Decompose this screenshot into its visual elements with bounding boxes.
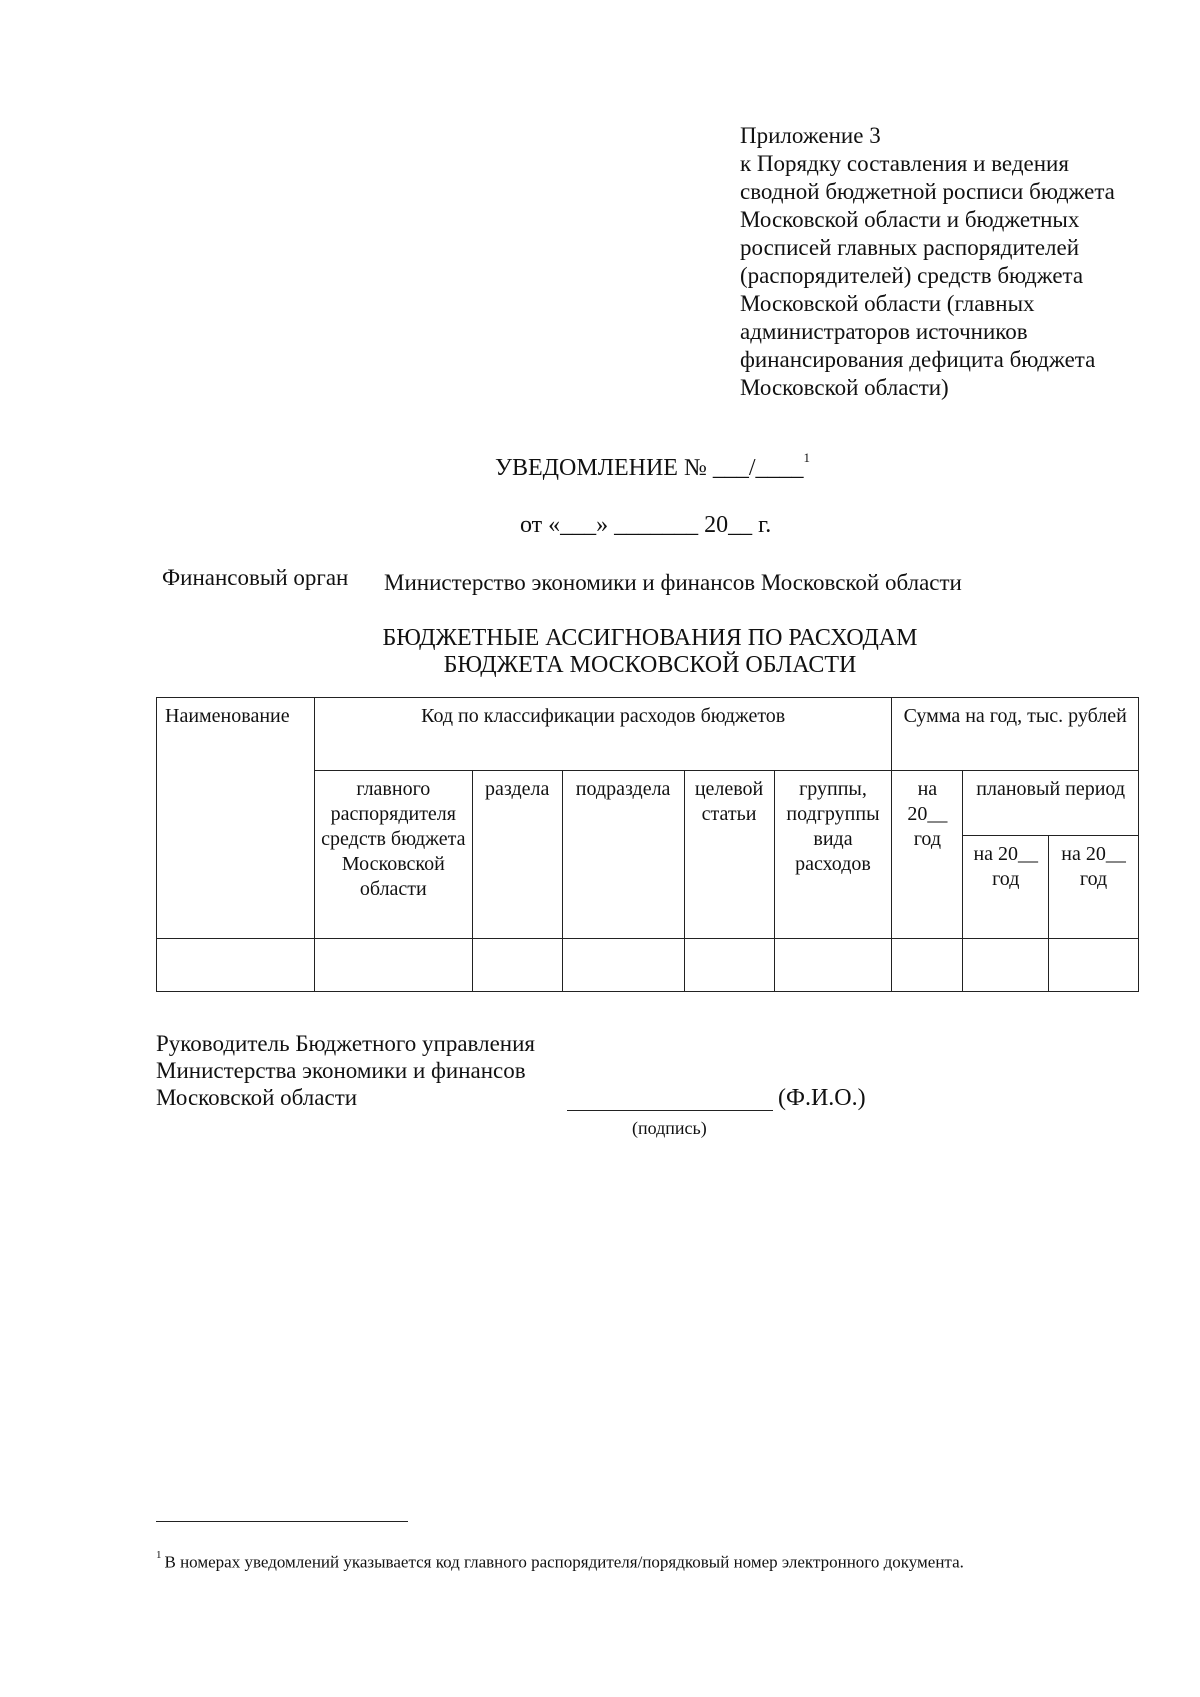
table-header-row	[157, 698, 1139, 771]
appendix-line: финансирования дефицита бюджета	[740, 347, 1096, 372]
col-header-section: раздела	[472, 771, 562, 939]
table-cell	[1049, 939, 1139, 992]
footnote	[156, 1549, 964, 1573]
table-cell	[562, 939, 684, 992]
table-cell	[314, 939, 472, 992]
document-heading-line2: БЮДЖЕТА МОСКОВСКОЙ ОБЛАСТИ	[443, 652, 857, 678]
col-header-expense-type: группы, подгруппы вида расходов	[774, 771, 892, 939]
footnote-text: В номерах уведомлений указывается код главного распорядителя/порядковый номер электронного документа.	[164, 1552, 964, 1572]
table-cell	[774, 939, 892, 992]
footnote-mark: 1	[803, 450, 811, 465]
notice-title	[495, 450, 811, 482]
table-cell	[472, 939, 562, 992]
finance-body-value: Министерство экономики и финансов Московской области	[384, 570, 962, 595]
table-cell	[963, 939, 1049, 992]
col-header-chief-manager: главного распорядителя средств бюджета Московской области	[314, 771, 472, 939]
signer-fio: (Ф.И.О.)	[778, 1085, 866, 1111]
appendix-line: Приложение 3	[740, 123, 881, 148]
appendix-line: сводной бюджетной росписи бюджета	[740, 179, 1115, 204]
appendix-block	[740, 122, 1170, 402]
appendix-line: к Порядку составления и ведения	[740, 151, 1069, 176]
col-header-sum-group: Сумма на год, тыс. рублей	[892, 698, 1139, 771]
appendix-line: Московской области и бюджетных	[740, 207, 1080, 232]
signer-line: Руководитель Бюджетного управления	[156, 1031, 535, 1056]
col-header-code-group: Код по классификации расходов бюджетов	[314, 698, 892, 771]
col-header-target-item: целевой статьи	[684, 771, 774, 939]
table-cell	[157, 939, 315, 992]
signature-caption: (подпись)	[632, 1118, 707, 1138]
budget-table	[156, 697, 1139, 992]
signer-line: Московской области	[156, 1085, 358, 1110]
table-cell	[684, 939, 774, 992]
signature-line	[567, 1110, 773, 1111]
col-header-plan-year-2: на 20__ год	[1049, 836, 1139, 939]
appendix-line: администраторов источников	[740, 319, 1028, 344]
document-heading-line1: БЮДЖЕТНЫЕ АССИГНОВАНИЯ ПО РАСХОДАМ	[382, 625, 918, 651]
notice-title-text: УВЕДОМЛЕНИЕ № ___/____	[495, 455, 804, 481]
appendix-line: Московской области (главных	[740, 291, 1035, 316]
col-header-subsection: подраздела	[562, 771, 684, 939]
appendix-line: (распорядителей) средств бюджета	[740, 263, 1084, 288]
appendix-line: Московской области)	[740, 375, 949, 400]
signer-line: Министерства экономики и финансов	[156, 1058, 526, 1083]
table-cell	[892, 939, 963, 992]
appendix-line: росписей главных распорядителей	[740, 235, 1080, 260]
col-header-name: Наименование	[157, 698, 315, 939]
finance-body-label: Финансовый орган	[162, 565, 349, 590]
footnote-mark: 1	[156, 1549, 162, 1561]
col-header-plan-year-1: на 20__ год	[963, 836, 1049, 939]
col-header-current-year: на 20__ год	[892, 771, 963, 939]
table-row	[157, 939, 1139, 992]
notice-date: от «___» _______ 20__ г.	[520, 512, 772, 538]
signer-block	[156, 1030, 535, 1111]
col-header-plan-period: плановый период	[963, 771, 1139, 836]
footnote-separator	[156, 1521, 408, 1522]
